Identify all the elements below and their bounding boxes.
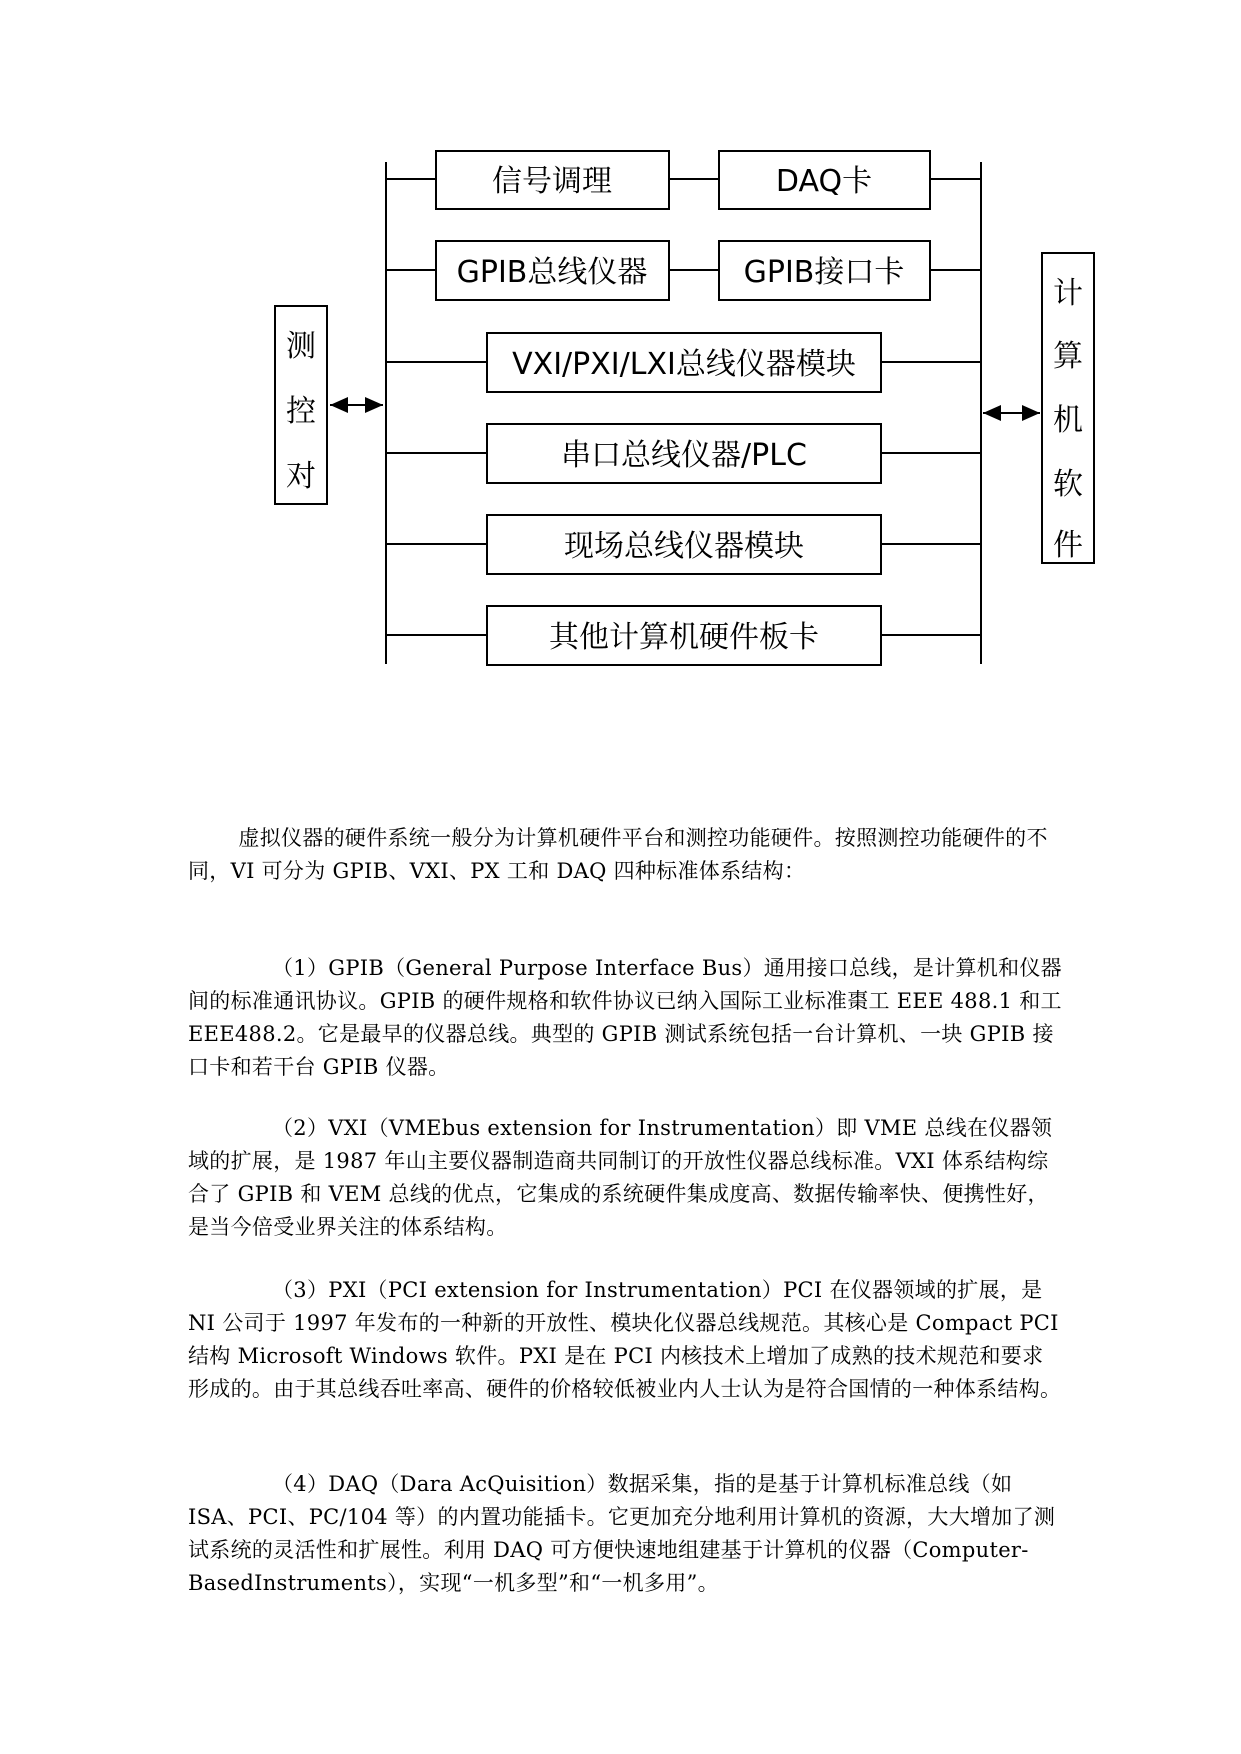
left-char-1: 测 xyxy=(286,329,316,364)
hardware-architecture-diagram xyxy=(0,0,1241,690)
left-char-3: 对 xyxy=(286,459,316,494)
signal-conditioning-label: 信号调理 xyxy=(492,164,612,199)
left-char-2: 控 xyxy=(286,394,316,429)
daq-card-label: DAQ卡 xyxy=(775,164,873,199)
right-char-5: 件 xyxy=(1053,528,1083,563)
right-char-4: 软 xyxy=(1053,467,1083,502)
daq-paragraph: （4）DAQ（Dara AcQuisition）数据采集，指的是基于计算机标准总线（如 ISA、PCI、PC/104 等）的内置功能插卡。它更加充分地利用计算机的资源，大大增加了测试系统的灵活性和扩展性。利用 DAQ 可方便快速地组建基于计算机的仪器（Computer-BasedInstruments），实现“一机多型”和“一机多用”。 xyxy=(188,1472,1056,1595)
right-char-1: 计 xyxy=(1053,276,1083,311)
right-char-3: 机 xyxy=(1053,403,1083,438)
vxi-paragraph: （2）VXI（VMEbus extension for Instrumentation）即 VME 总线在仪器领域的扩展，是 1987 年山主要仪器制造商共同制订的开放性仪器总线标准。VXI 体系结构综合了 GPIB 和 VEM 总线的优点，它集成的系统硬件集成度高、数据传输率快、便携性好，是当今倍受业界关注的体系结构。 xyxy=(188,1116,1053,1239)
right-char-2: 算 xyxy=(1053,339,1083,374)
gpib-instrument-label: GPIB总线仪器 xyxy=(456,255,648,290)
fieldbus-label: 现场总线仪器模块 xyxy=(564,529,804,564)
other-hardware-label: 其他计算机硬件板卡 xyxy=(549,620,819,655)
intro-paragraph: 虚拟仪器的硬件系统一般分为计算机硬件平台和测控功能硬件。按照测控功能硬件的不同，VI 可分为 GPIB、VXI、PX 工和 DAQ 四种标准体系结构： xyxy=(188,826,1048,883)
pxi-paragraph: （3）PXI（PCI extension for Instrumentation）PCI 在仪器领域的扩展，是 NI 公司于 1997 年发布的一种新的开放性、模块化仪器总线规范。其核心是 Compact PCI 结构 Microsoft Windows 软件。PXI 是在 PCI 内核技术上增加了成熟的技术规范和要求形成的。由于其总线吞吐率高、硬件的价格较低被业内人士认为是符合国情的一种体系结构。 xyxy=(188,1278,1062,1401)
gpib-paragraph: （1）GPIB（General Purpose Interface Bus）通用接口总线，是计算机和仪器间的标准通讯协议。GPIB 的硬件规格和软件协议已纳入国际工业标准棗工 EEE 488.1 和工 EEE488.2。它是最早的仪器总线。典型的 GPIB 测试系统包括一台计算机、一块 GPIB 接口卡和若干台 GPIB 仪器。 xyxy=(188,956,1062,1079)
gpib-card-label: GPIB接口卡 xyxy=(743,255,905,290)
serial-plc-label: 串口总线仪器/PLC xyxy=(561,438,807,473)
vxi-pxi-lxi-label: VXI/PXI/LXI总线仪器模块 xyxy=(512,347,856,382)
